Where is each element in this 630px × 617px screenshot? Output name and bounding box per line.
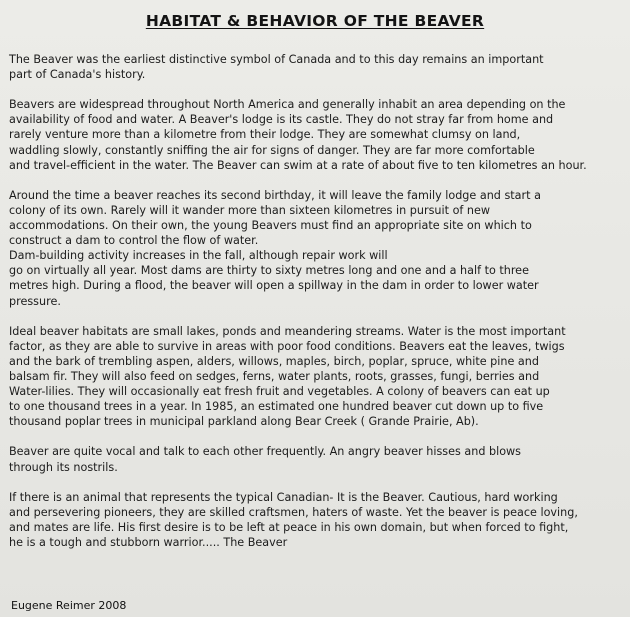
text-line: Beavers are widespread throughout North America and generally inhabit an area depending on the xyxy=(9,98,566,112)
paragraph-colony xyxy=(9,188,621,309)
text-line: and travel-efficient in the water. The Beaver can swim at a rate of about five to ten kilometres an hour. xyxy=(9,158,587,172)
text-line: availability of food and water. A Beaver's lodge is its castle. They do not stray far from home and xyxy=(9,113,554,127)
text-line: he is a tough and stubborn warrior..... The Beaver xyxy=(9,536,288,549)
text-line: to one thousand trees in a year. In 1985, an estimated one hundred beaver cut down up to five xyxy=(9,400,544,414)
text-line: colony of its own. Rarely will it wander more than sixteen kilometres in pursuit of new xyxy=(9,203,491,217)
text-line: Around the time a beaver reaches its second birthday, it will leave the family lodge and start a xyxy=(9,188,541,202)
text-line: rarely venture more than a kilometre from their lodge. They are somewhat clumsy on land, xyxy=(9,128,521,142)
text-line: metres high. During a flood, the beaver will open a spillway in the dam in order to lower water xyxy=(9,279,539,293)
text-line: accommodations. On their own, the young Beavers must find an appropriate site on which to xyxy=(9,219,532,233)
text-line: and mates are life. His first desire is to be left at peace in his own domain, but when forced to fight, xyxy=(9,520,569,534)
text-line: and the bark of trembling aspen, alders, willows, maples, birch, poplar, spruce, white pine and xyxy=(9,354,539,368)
text-line: Beaver are quite vocal and talk to each other frequently. An angry beaver hisses and blows xyxy=(9,445,522,459)
text-line: through its nostrils. xyxy=(9,460,118,474)
paragraph-canadian xyxy=(9,490,621,550)
text-line: balsam fir. They will also feed on sedges, ferns, water plants, roots, grasses, fungi, berries and xyxy=(9,369,540,383)
paragraph-vocal xyxy=(9,444,621,474)
paragraph-symbol xyxy=(9,52,621,82)
paragraph-habitat xyxy=(9,97,621,172)
text-line: If there is an animal that represents the typical Canadian- It is the Beaver. Cautious, hard working xyxy=(9,490,558,504)
text-line: and persevering pioneers, they are skilled craftsmen, haters of waste. Yet the beaver is peace loving, xyxy=(9,505,578,519)
text-line: part of Canada's history. xyxy=(9,68,146,82)
text-line: Dam-building activity increases in the fall, although repair work will xyxy=(9,249,388,263)
text-line: The Beaver was the earliest distinctive symbol of Canada and to this day remains an important xyxy=(9,53,544,66)
text-line: waddling slowly, constantly sniffing the air for signs of danger. They are far more comfortable xyxy=(9,143,535,157)
text-line: Water-lilies. They will occasionally eat fresh fruit and vegetables. A colony of beavers can eat up xyxy=(9,385,550,399)
text-line: Ideal beaver habitats are small lakes, ponds and meandering streams. Water is the most important xyxy=(9,324,566,338)
text-line: go on virtually all year. Most dams are thirty to sixty metres long and one and a half to three xyxy=(9,264,529,278)
paragraph-diet xyxy=(9,324,621,430)
page-title-text: HABITAT & BEHAVIOR OF THE BEAVER xyxy=(145,12,485,30)
sign-body xyxy=(9,52,621,565)
text-line: construct a dam to control the flow of water. xyxy=(9,234,259,248)
page-title xyxy=(0,12,630,30)
photo-credit: Eugene Reimer 2008 xyxy=(11,599,127,612)
text-line: factor, as they are able to survive in areas with poor food conditions. Beavers eat the leaves, twigs xyxy=(9,339,565,353)
text-line: thousand poplar trees in municipal parkland along Bear Creek ( Grande Prairie, Ab). xyxy=(9,415,479,429)
text-line: pressure. xyxy=(9,294,61,308)
